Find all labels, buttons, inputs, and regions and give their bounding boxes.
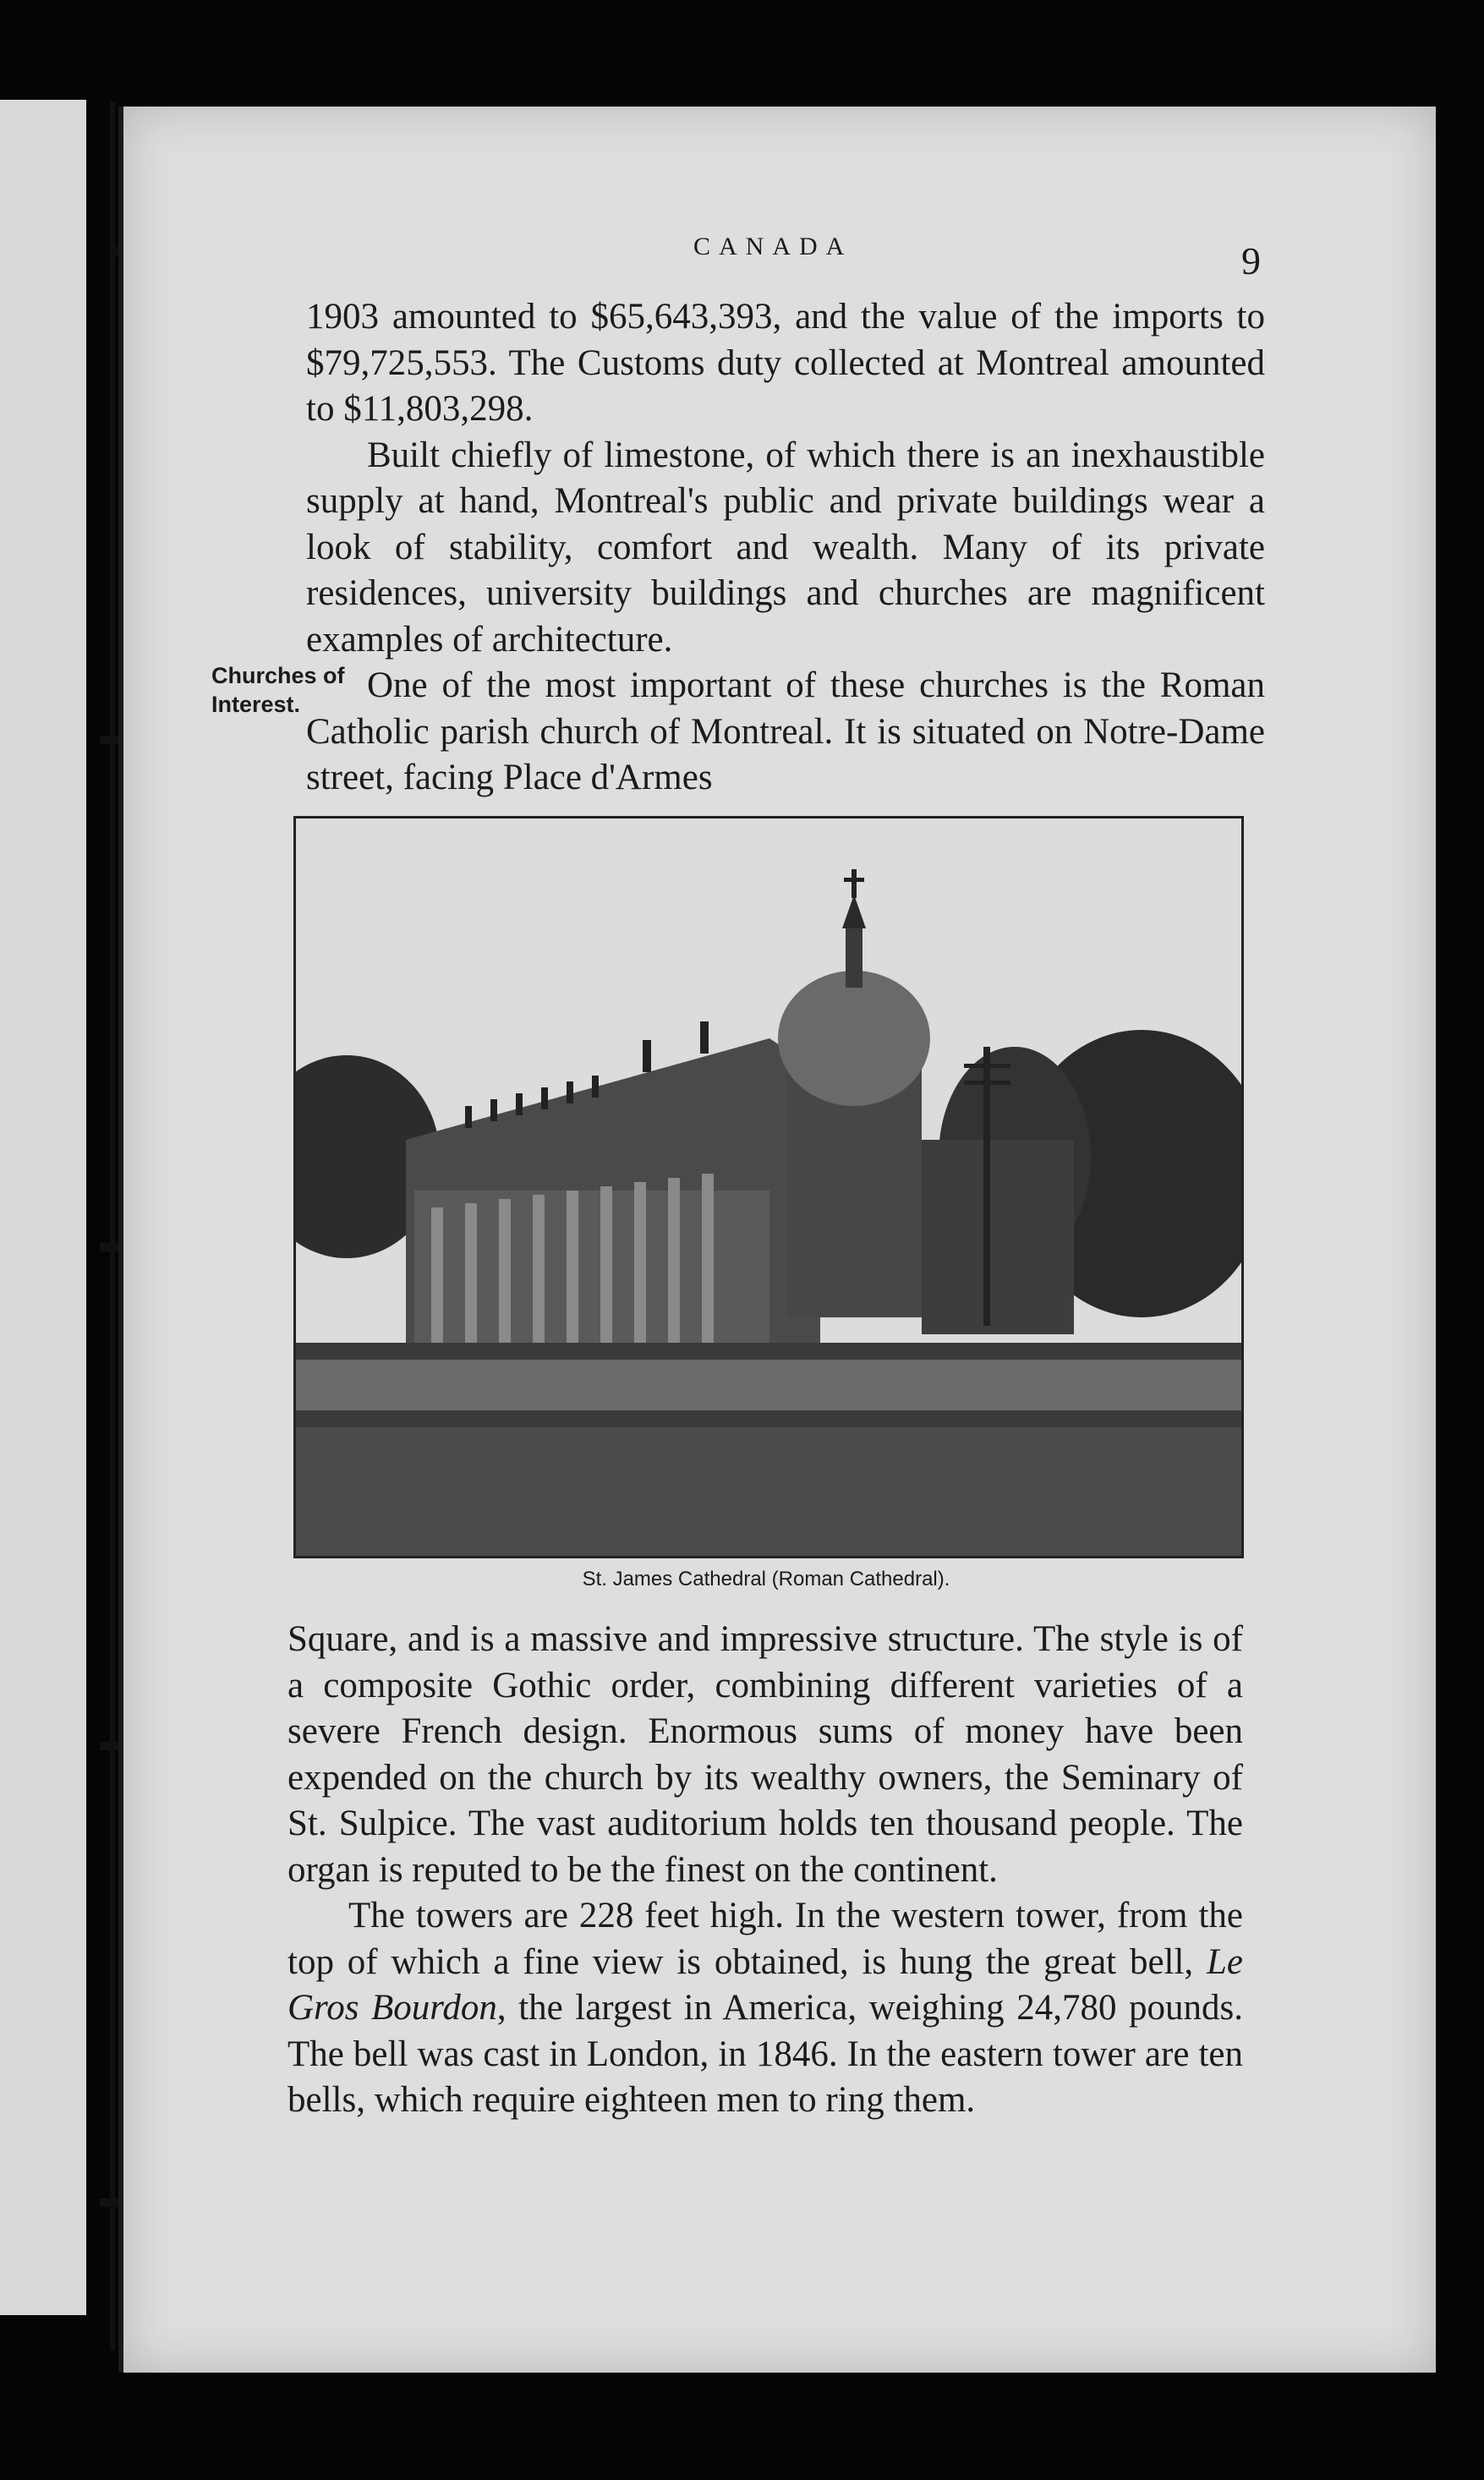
- text-run: The towers are 228 feet high. In the western tower, from the top of which a fine view is obtained, is hung the great bell,: [287, 1896, 1243, 1982]
- margin-note-line: Churches of: [211, 663, 345, 688]
- top-text: [306, 294, 1265, 802]
- bell-name: Le Gros Bourdon: [287, 1941, 1243, 2028]
- page-number: 9: [1241, 239, 1261, 282]
- paragraph: 1903 amounted to $65,643,393, and the value of the imports to $79,725,553. The Customs duty collected at Montreal amounted to $11,803,298.: [306, 297, 1265, 429]
- paragraph: One of the most important of these churches is the Roman Catholic parish church of Montreal. It is situated on Notre-Dame street, facing Place d'Armes: [306, 665, 1265, 797]
- cathedral-illustration: [296, 818, 1241, 1556]
- text-run: , the largest in America, weighing 24,780 pounds. The bell was cast in London, in 1846. In the eastern tower are ten bells, which require eighteen men to ring them.: [287, 1988, 1243, 2120]
- paragraph: Square, and is a massive and impressive structure. The style is of a composite Gothic order, combining different varieties of a severe French design. Enormous sums of money have been expended on the church by its wealthy owners, the Seminary of St. Sulpice. The vast auditorium holds ten thousand people. The organ is reputed to be the finest on the continent.: [287, 1619, 1243, 1890]
- facing-page-edge: [0, 100, 86, 2315]
- paragraph: Built chiefly of limestone, of which there is an inexhaustible supply at hand, Montreal's public and private buildings wear a look of stability, comfort and wealth. Many of its private residences, university buildings and churches are magnificent examples of architecture.: [306, 435, 1265, 660]
- binding-edge: [110, 101, 115, 2351]
- cathedral-photograph: [293, 816, 1244, 1558]
- paragraph: [287, 1893, 1243, 2124]
- margin-note: [211, 661, 381, 719]
- running-title: CANADA: [693, 233, 853, 260]
- bottom-text: [287, 1617, 1243, 2124]
- figure-caption: St. James Cathedral (Roman Cathedral).: [582, 1568, 950, 1590]
- margin-note-line: Interest.: [211, 692, 301, 717]
